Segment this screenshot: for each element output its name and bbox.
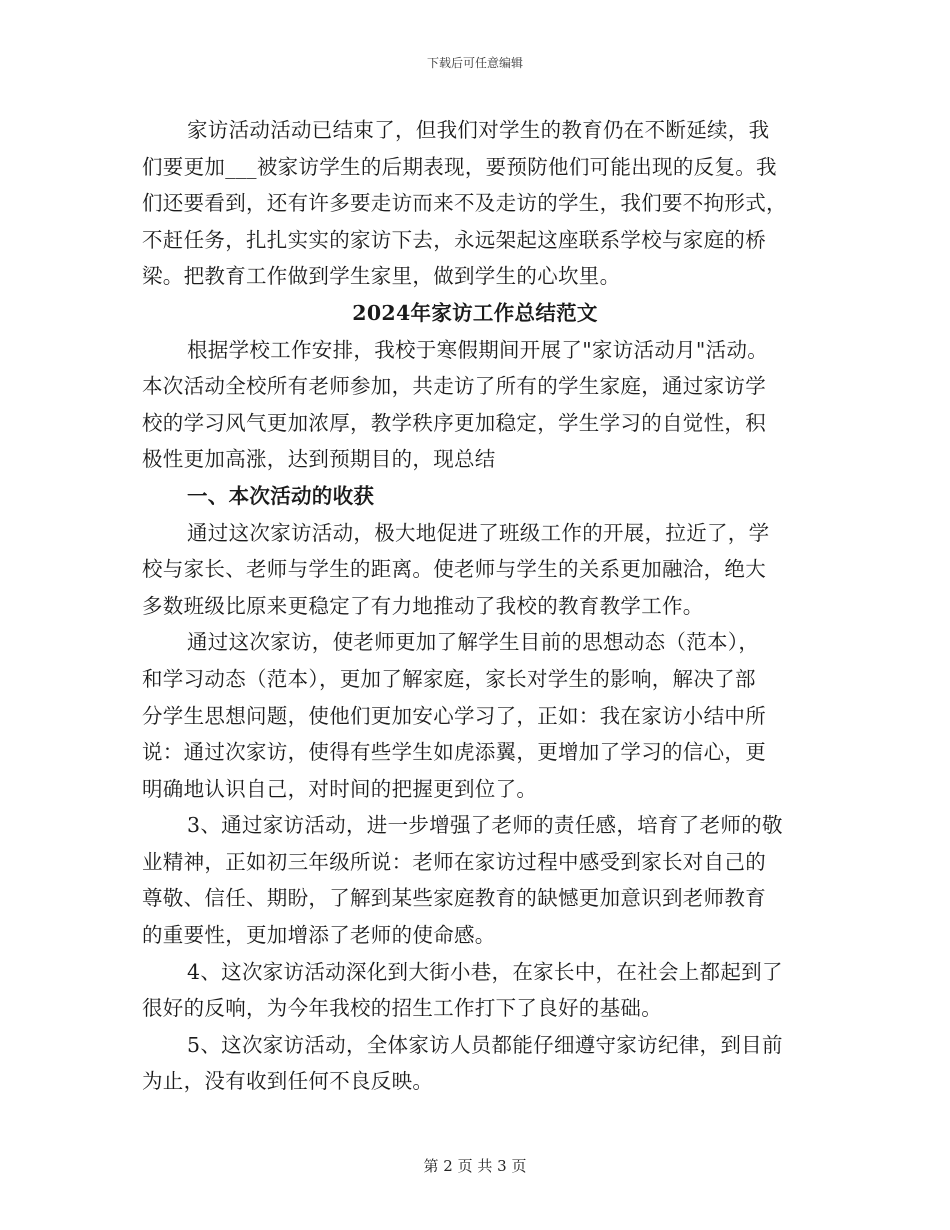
body-text-line: 梁。把教育工作做到学生家里，做到学生的心坎里。 <box>142 264 621 289</box>
body-text-line: 3、通过家访活动，进一步增强了老师的责任感，培育了老师的敬 <box>187 813 783 838</box>
body-text-line: 极性更加高涨，达到预期目的，现总结 <box>142 447 496 472</box>
body-text-line: 家访活动活动已结束了，但我们对学生的教育仍在不断延续，我 <box>187 118 770 142</box>
document-body <box>142 112 808 1100</box>
body-text-line: 们要更加___被家访学生的后期表现，要预防他们可能出现的反复。我 <box>142 154 777 179</box>
section-heading: 一、本次活动的收获 <box>187 483 375 508</box>
body-text-line: 们还要看到，还有许多要走访而来不及走访的学生，我们要不拘形式， <box>142 191 787 216</box>
section-title: 2024年家访工作总结范文 <box>352 300 598 325</box>
body-text-line: 的重要性，更加增添了老师的使命感。 <box>142 923 496 948</box>
body-text-line: 本次活动全校所有老师参加，共走访了所有的学生家庭，通过家访学 <box>142 374 766 399</box>
body-text-line: 4、这次家访活动深化到大街小巷，在家长中，在社会上都起到了 <box>187 959 783 984</box>
body-text-line: 通过这次家访活动，极大地促进了班级工作的开展，拉近了，学 <box>187 520 770 545</box>
body-text-line: 分学生思想问题，使他们更加安心学习了，正如：我在家访小结中所 <box>142 703 766 728</box>
page-number-footer: 第 2 页 共 3 页 <box>423 1157 527 1175</box>
body-text-line: 不赶任务，扎扎实实的家访下去，永远架起这座联系学校与家庭的桥 <box>142 227 766 252</box>
page-header-note: 下载后可任意编辑 <box>426 56 523 70</box>
body-text-line: 尊敬、信任、期盼，了解到某些家庭教育的缺憾更加意识到老师教育 <box>142 886 766 911</box>
body-text-line: 校的学习风气更加浓厚，教学秩序更加稳定，学生学习的自觉性，积 <box>142 410 766 435</box>
body-text-line: 业精神，正如初三年级所说：老师在家访过程中感受到家长对自己的 <box>142 849 766 874</box>
body-text-line: 根据学校工作安排，我校于寒假期间开展了"家访活动月"活动。 <box>187 337 769 362</box>
body-text-line: 多数班级比原来更稳定了有力地推动了我校的教育教学工作。 <box>142 593 704 618</box>
body-text-line: 校与家长、老师与学生的距离。使老师与学生的关系更加融洽，绝大 <box>142 557 766 582</box>
body-text-line: 明确地认识自己，对时间的把握更到位了。 <box>142 776 538 801</box>
body-text-line: 5、这次家访活动，全体家访人员都能仔细遵守家访纪律，到目前 <box>187 1032 783 1057</box>
body-text-line: 为止，没有收到任何不良反映。 <box>142 1069 434 1094</box>
body-text-line: 很好的反响，为今年我校的招生工作打下了良好的基础。 <box>142 996 662 1021</box>
body-text-line: 说：通过次家访，使得有些学生如虎添翼，更增加了学习的信心，更 <box>142 740 766 765</box>
body-text-line: 和学习动态（范本），更加了解家庭，家长对学生的影响，解决了部 <box>142 666 756 691</box>
body-text-line: 通过这次家访，使老师更加了解学生目前的思想动态（范本）， <box>187 630 760 655</box>
